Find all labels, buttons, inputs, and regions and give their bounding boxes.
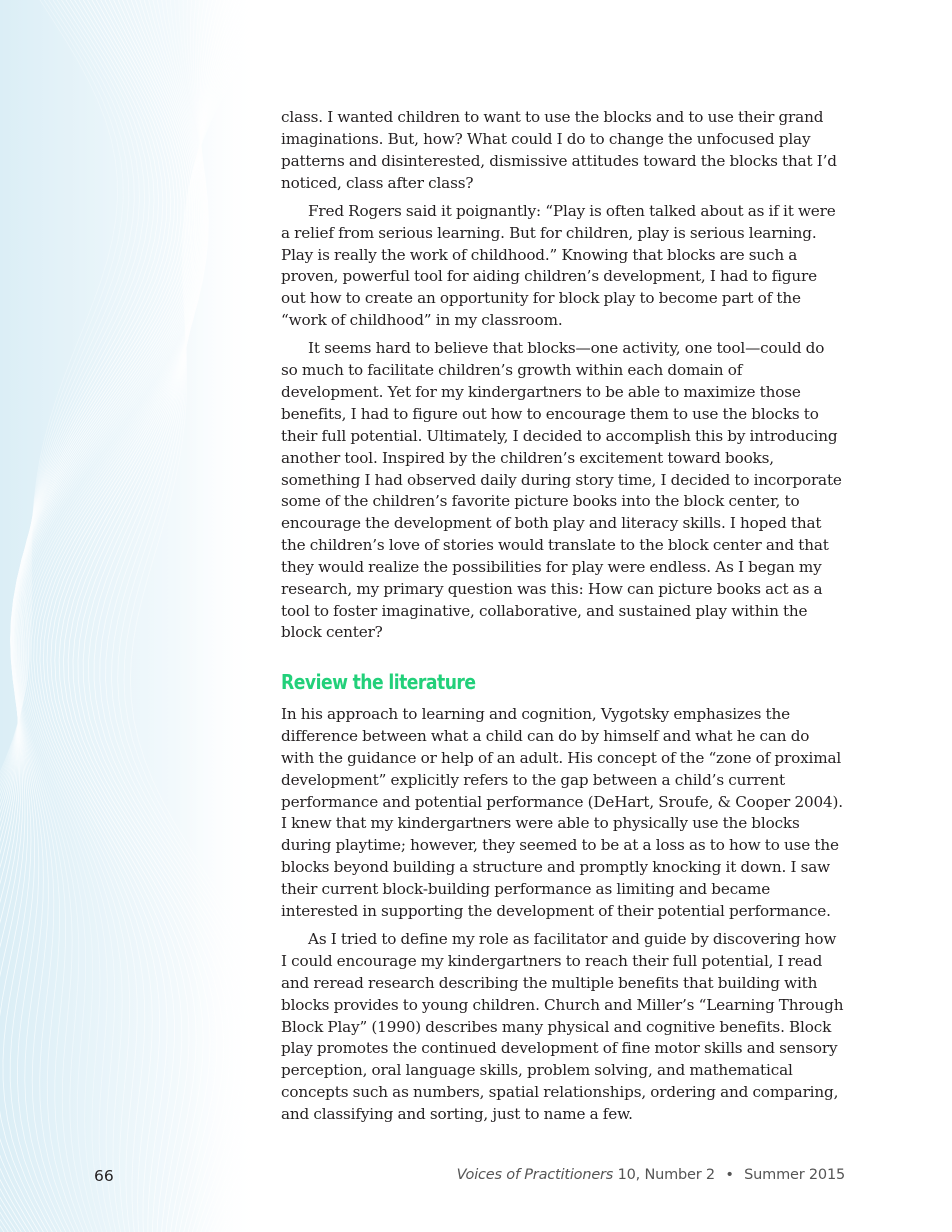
journal-issue: 10, Number 2: [617, 1167, 715, 1183]
body-paragraph: It seems hard to believe that blocks—one activity, one tool—could do so much to facilitate children’s growth within each domain of development. Yet for my kindergartners to be able to maximize those benefits, I had to figure out how to encourage them to use the blocks to their full potential. Ultimately, I decided to accomplish this by introducing another tool. Inspired by the children’s excitement toward books, something I had observed daily during story time, I decided to incorporate some of the children’s favorite picture books into the block center, to encourage the development of both play and literacy skills. I hoped that the children’s love of stories would translate to the block center and that they would realize the possibilities for play were endless. As I began my research, my primary question was this: How can picture books act as a tool to foster imaginative, collaborative, and sustained play within the block center?: [281, 339, 842, 642]
journal-season: Summer 2015: [744, 1167, 845, 1183]
journal-citation: [457, 1167, 845, 1183]
article-body: [281, 107, 845, 1132]
body-paragraph: class. I wanted children to want to use the blocks and to use their grand imaginations. But, how? What could I do to change the unfocused play patterns and disinterested, dismissive attitudes toward the blocks that I’d noticed, class after class?: [281, 108, 837, 192]
body-paragraph: Fred Rogers said it poignantly: “Play is often talked about as if it were a relief from serious learning. But for children, play is serious learning. Play is really the work of childhood.” Knowing that blocks are such a proven, powerful tool for aiding children’s development, I had to figure out how to create an opportunity for block play to become part of the “work of childhood” in my classroom.: [281, 201, 836, 330]
section-heading: Review the literature: [281, 670, 476, 695]
footer-separator: •: [725, 1167, 734, 1183]
wave-pattern: [0, 0, 262, 1232]
body-paragraph: In his approach to learning and cognition, Vygotsky emphasizes the difference between what a child can do by himself and what he can do with the guidance or help of an adult. His concept of the “zone of proximal development” explicitly refers to the gap between a child’s current performance and potential performance (DeHart, Sroufe, & Cooper 2004). I knew that my kindergartners were able to physically use the blocks during playtime; however, they seemed to be at a loss as to how to use the blocks beyond building a structure and promptly knocking it down. I saw their current block-building performance as limiting and became interested in supporting the development of their potential performance.: [281, 705, 843, 920]
page-number: 66: [94, 1167, 114, 1185]
body-paragraph: As I tried to define my role as facilitator and guide by discovering how I could encourage my kindergartners to reach their full potential, I read and reread research describing the multiple benefits that building with blocks provides to young children. Church and Miller’s “Learning Through Block Play” (1990) describes many physical and cognitive benefits. Block play promotes the continued development of fine motor skills and sensory perception, oral language skills, problem solving, and mathematical concepts such as numbers, spatial relationships, ordering and comparing, and classifying and sorting, just to name a few.: [281, 930, 844, 1123]
decorative-wave-background: [0, 0, 262, 1232]
journal-name: Voices of Practitioners: [456, 1167, 614, 1183]
